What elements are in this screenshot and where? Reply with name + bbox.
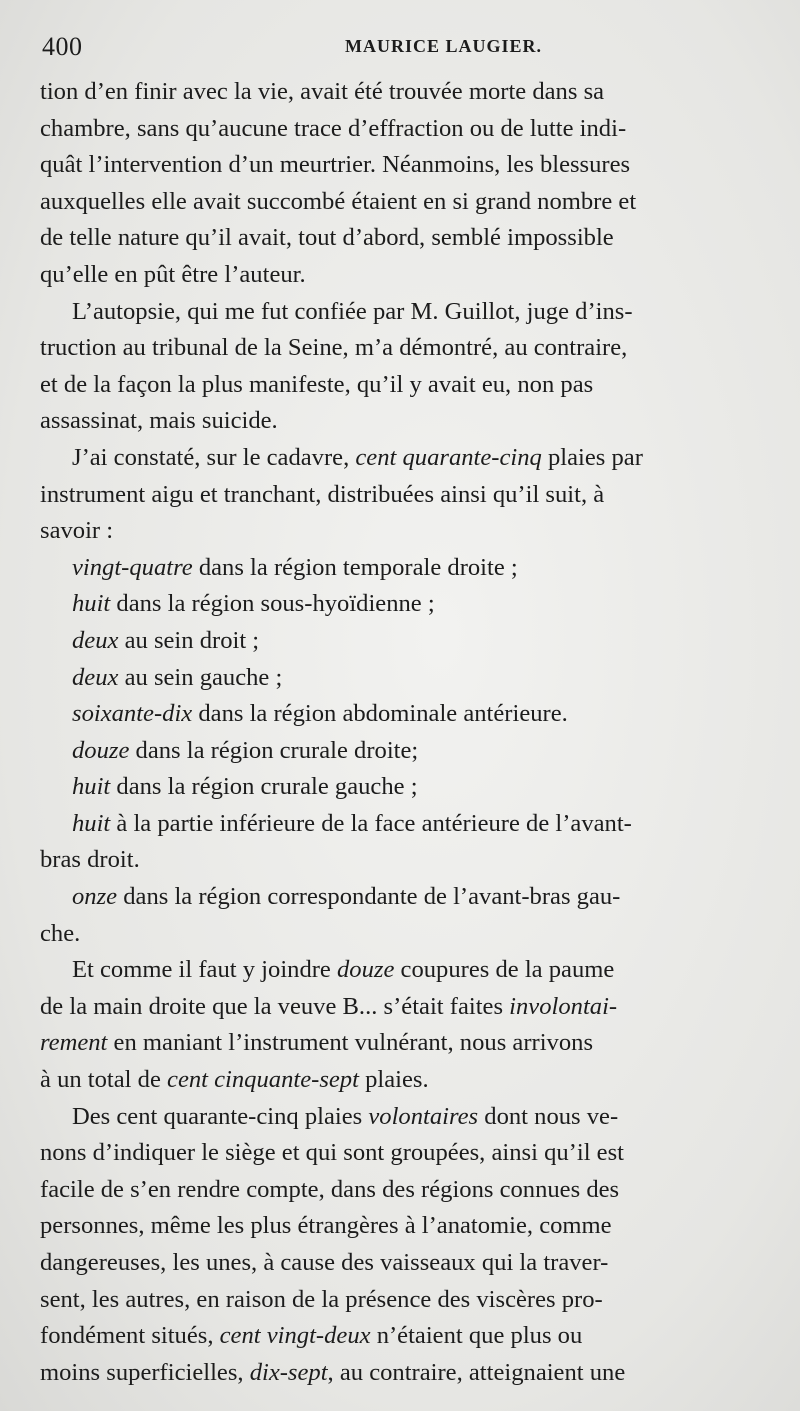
text-line: facile de s’en rendre compte, dans des régions connues des xyxy=(40,1175,620,1203)
running-title: MAURICE LAUGIER. xyxy=(345,36,543,56)
text-run: au sein droit ; xyxy=(118,626,260,654)
emphasis: huit xyxy=(72,809,111,837)
text-line xyxy=(40,1355,760,1392)
text-run: dans la région correspondante de l’avant-bras gau- xyxy=(117,883,621,911)
list-item xyxy=(40,806,760,843)
text-run: en maniant l’instrument vulnérant, nous arrivons xyxy=(107,1029,594,1057)
text-run: coupures de la paume xyxy=(394,956,615,984)
paragraph-3 xyxy=(40,440,760,550)
text-run: moins superficielles, xyxy=(40,1358,250,1386)
text-line: sent, les autres, en raison de la présence des viscères pro- xyxy=(40,1285,603,1313)
text-run: dans la région crurale gauche ; xyxy=(110,773,418,801)
list-item-continuation: bras droit. xyxy=(40,846,140,874)
text-line: auxquelles elle avait succombé étaient en si grand nombre et xyxy=(40,187,637,215)
paragraph-4 xyxy=(40,952,760,1098)
text-line: qu’elle en pût être l’auteur. xyxy=(40,260,306,288)
text-run: dont nous ve- xyxy=(478,1102,619,1130)
text-run: à un total de xyxy=(40,1066,168,1094)
emphasis: volontaires xyxy=(368,1102,479,1130)
text-line xyxy=(40,1318,760,1355)
emphasis: huit xyxy=(72,590,111,618)
text-run: dans la région abdominale antérieure. xyxy=(192,700,568,728)
text-run: , au contraire, atteignaient une xyxy=(327,1358,626,1386)
paragraph-2 xyxy=(40,294,760,440)
text-line: truction au tribunal de la Seine, m’a démontré, au contraire, xyxy=(40,334,628,362)
list-item xyxy=(40,769,760,806)
emphasis: soixante-dix xyxy=(72,700,193,728)
paragraph-1 xyxy=(40,74,760,294)
list-item xyxy=(40,623,760,660)
text-run: Et comme il faut y joindre xyxy=(72,956,337,984)
text-run: plaies par xyxy=(541,443,643,471)
text-run: au sein gauche ; xyxy=(118,663,283,691)
emphasis: douze xyxy=(72,736,130,764)
emphasis: cent vingt-deux xyxy=(219,1322,371,1350)
text-run: Des cent quarante-cinq plaies xyxy=(72,1102,369,1130)
emphasis: deux xyxy=(72,663,119,691)
emphasis: cent cinquante-sept xyxy=(167,1066,359,1094)
list-item xyxy=(40,733,760,770)
emphasis: cent quarante-cinq xyxy=(355,443,542,471)
text-line: nons d’indiquer le siège et qui sont groupées, ainsi qu’il est xyxy=(40,1139,624,1167)
list-item xyxy=(40,586,760,623)
text-run: J’ai constaté, sur le cadavre, xyxy=(72,443,356,471)
text-line xyxy=(40,440,760,477)
text-line xyxy=(40,1025,760,1062)
text-line: savoir : xyxy=(40,517,114,545)
emphasis: dix-sept xyxy=(249,1358,328,1386)
text-line xyxy=(40,1062,760,1099)
text-line: personnes, même les plus étrangères à l’anatomie, comme xyxy=(40,1212,612,1240)
emphasis: rement xyxy=(40,1029,108,1057)
text-run: n’étaient que plus ou xyxy=(370,1322,583,1350)
text-line: chambre, sans qu’aucune trace d’effraction ou de lutte indi- xyxy=(40,114,627,142)
page-header xyxy=(40,32,760,74)
page-number: 400 xyxy=(42,32,83,61)
text-run: dans la région crurale droite; xyxy=(129,736,419,764)
text-run: plaies. xyxy=(358,1066,429,1094)
text-run: dans la région sous-hyoïdienne ; xyxy=(110,590,435,618)
text-run: de la main droite que la veuve B... s’était faites xyxy=(40,992,510,1020)
text-line: quât l’intervention d’un meurtrier. Néanmoins, les blessures xyxy=(40,151,631,179)
text-run: à la partie inférieure de la face antérieure de l’avant- xyxy=(110,809,632,837)
list-item xyxy=(40,696,760,733)
emphasis: onze xyxy=(72,883,118,911)
list-item xyxy=(40,550,760,587)
paragraph-5 xyxy=(40,1099,760,1392)
text-run: dans la région temporale droite ; xyxy=(192,553,518,581)
text-line xyxy=(40,952,760,989)
emphasis: huit xyxy=(72,773,111,801)
emphasis: deux xyxy=(72,626,119,654)
wound-list xyxy=(40,550,760,953)
emphasis: douze xyxy=(337,956,395,984)
text-line xyxy=(40,989,760,1026)
text-line: de telle nature qu’il avait, tout d’abord, semblé impossible xyxy=(40,224,614,252)
text-line: tion d’en finir avec la vie, avait été trouvée morte dans sa xyxy=(40,78,605,105)
text-run: fondément situés, xyxy=(40,1322,220,1350)
text-line: instrument aigu et tranchant, distribuées ainsi qu’il suit, à xyxy=(40,480,605,508)
text-line: L’autopsie, qui me fut confiée par M. Guillot, juge d’ins- xyxy=(72,297,633,325)
emphasis: involontai- xyxy=(509,992,618,1020)
text-line: et de la façon la plus manifeste, qu’il y avait eu, non pas xyxy=(40,370,594,398)
list-item xyxy=(40,879,760,916)
text-line: assassinat, mais suicide. xyxy=(40,407,278,435)
text-line xyxy=(40,1099,760,1136)
emphasis: vingt-quatre xyxy=(72,553,193,581)
text-line: dangereuses, les unes, à cause des vaisseaux qui la traver- xyxy=(40,1249,609,1276)
list-item xyxy=(40,660,760,697)
body-text xyxy=(40,74,760,1391)
list-item-continuation: che. xyxy=(40,919,81,947)
